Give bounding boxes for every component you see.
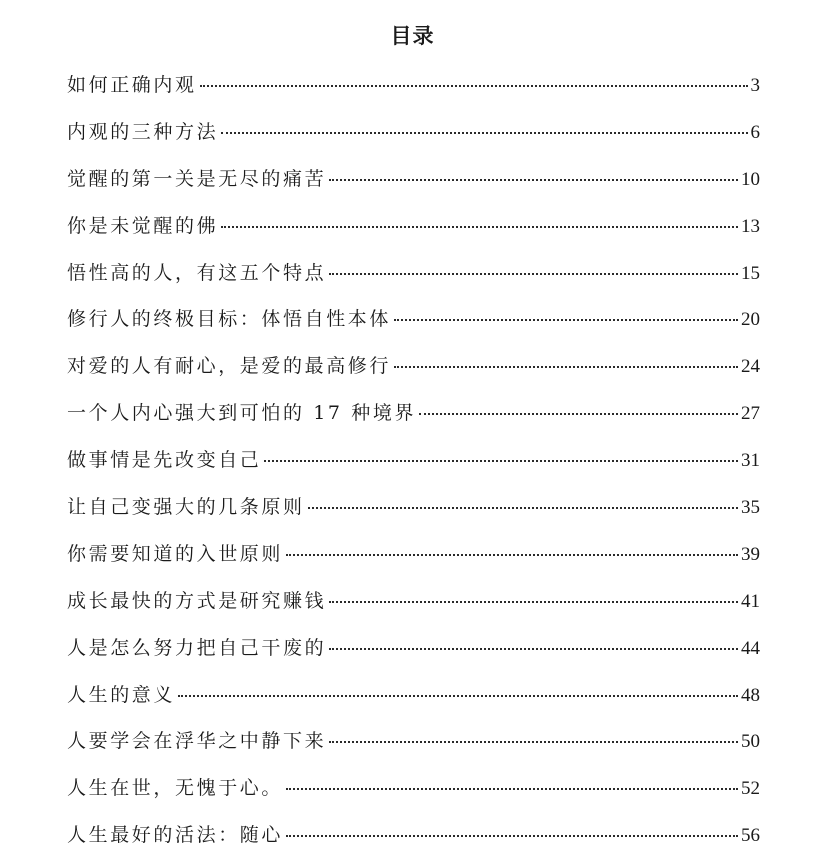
toc-entry-title: 内观的三种方法 <box>67 120 219 143</box>
toc-entry-title: 人生最好的活法：随心 <box>67 824 284 847</box>
toc-page-number: 15 <box>741 262 760 284</box>
toc-entry[interactable] <box>67 720 760 767</box>
toc-entry-title: 让自己变强大的几条原则 <box>67 496 305 519</box>
dot-leader <box>308 507 738 509</box>
dot-leader <box>394 319 738 321</box>
dot-leader <box>286 554 738 556</box>
toc-entry-title: 修行人的终极目标：体悟自性本体 <box>67 308 392 331</box>
toc-entry[interactable] <box>67 345 760 392</box>
toc-page-number: 13 <box>741 215 760 237</box>
toc-entry[interactable] <box>67 64 760 111</box>
toc-entry[interactable] <box>67 158 760 205</box>
toc-entry[interactable] <box>67 392 760 439</box>
toc-entry-title: 人是怎么努力把自己干废的 <box>67 636 327 659</box>
toc-page-number: 31 <box>741 450 760 472</box>
toc-entry-title: 做事情是先改变自己 <box>67 449 262 472</box>
toc-page-number: 39 <box>741 543 760 565</box>
dot-leader <box>329 179 738 181</box>
toc-entry-title: 如何正确内观 <box>67 74 197 96</box>
dot-leader <box>329 273 738 275</box>
toc-page-number: 3 <box>750 75 760 96</box>
toc-page-number: 10 <box>741 168 760 190</box>
toc-entry[interactable] <box>67 580 760 627</box>
toc-page-number: 6 <box>750 121 760 143</box>
dot-leader <box>329 601 738 603</box>
toc-entry[interactable] <box>67 674 760 721</box>
toc-entry-title: 成长最快的方式是研究赚钱 <box>67 589 327 612</box>
dot-leader <box>221 226 738 228</box>
dot-leader <box>221 132 747 134</box>
toc-entry[interactable] <box>67 533 760 580</box>
toc-entry-title: 你需要知道的入世原则 <box>67 542 284 565</box>
toc-entry[interactable] <box>67 252 760 299</box>
toc-entry[interactable] <box>67 298 760 345</box>
toc-entry-title: 人生在世，无愧于心。 <box>67 777 284 800</box>
dot-leader <box>178 695 738 697</box>
toc-entry[interactable] <box>67 767 760 814</box>
dot-leader <box>329 648 738 650</box>
toc-page-number: 50 <box>741 731 760 753</box>
dot-leader <box>419 413 738 415</box>
toc-entry[interactable] <box>67 486 760 533</box>
toc-entry-title: 悟性高的人，有这五个特点 <box>67 261 327 284</box>
toc-entry[interactable] <box>67 205 760 252</box>
toc-page-number: 20 <box>741 309 760 331</box>
toc-entry[interactable] <box>67 111 760 158</box>
toc-list <box>67 64 760 861</box>
page-title: 目录 <box>390 23 435 48</box>
toc-page-number: 41 <box>741 590 760 612</box>
toc-page-number: 24 <box>741 356 760 378</box>
toc-entry-title: 对爱的人有耐心，是爱的最高修行 <box>67 355 392 378</box>
toc-page-number: 48 <box>741 684 760 706</box>
dot-leader <box>200 85 748 87</box>
toc-page-number: 44 <box>741 637 760 659</box>
toc-page-number: 56 <box>741 825 760 847</box>
toc-page-number: 35 <box>741 497 760 519</box>
dot-leader <box>286 835 738 837</box>
toc-entry-title: 人生的意义 <box>67 683 176 706</box>
toc-page-number: 27 <box>741 403 760 425</box>
toc-entry-title: 觉醒的第一关是无尽的痛苦 <box>67 167 327 190</box>
dot-leader <box>394 366 738 368</box>
toc-entry[interactable] <box>67 814 760 861</box>
toc-entry[interactable] <box>67 439 760 486</box>
dot-leader <box>264 460 738 462</box>
toc-entry[interactable] <box>67 627 760 674</box>
toc-entry-title: 一个人内心强大到可怕的 17 种境界 <box>67 402 417 425</box>
dot-leader <box>329 741 738 743</box>
toc-entry-title: 人要学会在浮华之中静下来 <box>67 730 327 753</box>
toc-page-number: 52 <box>741 778 760 800</box>
toc-entry-title: 你是未觉醒的佛 <box>67 214 219 237</box>
dot-leader <box>286 788 738 790</box>
